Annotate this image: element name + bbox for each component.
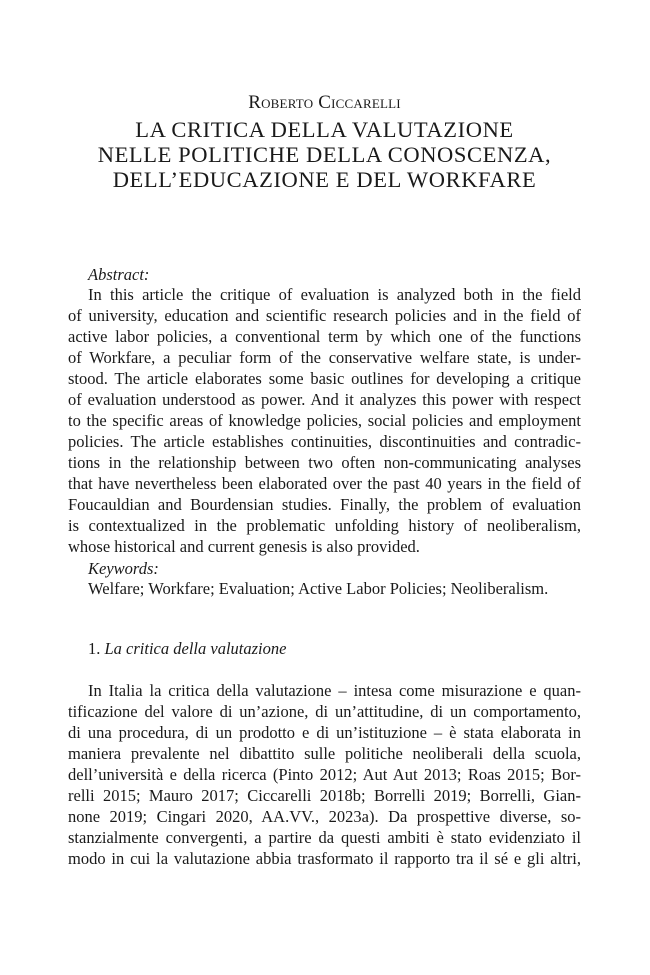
title-line: DELL’EDUCAZIONE E DEL WORKFARE [112,167,537,192]
body-line: modo in cui la valutazione abbia trasformato il rapporto tra il sé e gli altri, [68,849,581,868]
author-name: Roberto Ciccarelli [248,92,401,113]
body-line: relli 2015; Mauro 2017; Ciccarelli 2018b; Borrelli 2019; Borrelli, Gian- [68,786,581,805]
abstract-line: is contextualized in the problematic unfolding history of neoliberalism, [68,516,581,535]
title-line: NELLE POLITICHE DELLA CONOSCENZA, [97,142,552,167]
abstract-line: stood. The article elaborates some basic outlines for developing a critique [68,369,581,388]
body-line: maniera prevalente nel dibattito sulle politiche neoliberali della scuola, [68,744,581,763]
body-line: di una procedura, di un prodotto e di un’istituzione – è stata elaborata in [68,723,581,742]
keywords-text: Welfare; Workfare; Evaluation; Active Labor Policies; Neoliberalism. [88,579,549,598]
section-title: La critica della valutazione [104,639,287,658]
abstract-line: tions in the relationship between two often non-communicating analyses [68,453,581,472]
section-number: 1. [88,639,101,658]
abstract-line: active labor policies, a conventional term by which one of the functions [68,327,581,346]
abstract-line: Foucauldian and Bourdensian studies. Finally, the problem of evaluation [68,495,581,514]
title-line: LA CRITICA DELLA VALUTAZIONE [135,117,514,142]
body-line: none 2019; Cingari 2020, AA.VV., 2023a). Da prospettive diverse, so- [68,807,581,826]
abstract-line: of evaluation understood as power. And it analyzes this power with respect [68,390,581,409]
body-line: In Italia la critica della valutazione – intesa come misurazione e quan- [88,681,581,700]
abstract-line: that have nevertheless been elaborated over the past 40 years in the field of [68,474,581,493]
abstract-line: to the specific areas of knowledge policies, social policies and employment [68,411,581,430]
abstract-line: policies. The article establishes continuities, discontinuities and contradic- [68,432,581,451]
abstract-line: In this article the critique of evaluation is analyzed both in the field [88,285,581,304]
section-heading [88,639,286,659]
abstract-label: Abstract: [88,265,150,284]
abstract-line: of university, education and scientific research policies and in the field of [68,306,581,325]
body-line: tificazione del valore di un’azione, di un’attitudine, di un comportamento, [68,702,581,721]
article-title [58,117,591,192]
keywords-label: Keywords: [88,559,159,578]
abstract-text [68,284,581,557]
abstract-line: of Workfare, a peculiar form of the conservative welfare state, is under- [68,348,581,367]
abstract-line: whose historical and current genesis is also provided. [68,537,420,556]
section-body [68,680,581,869]
body-line: dell’università e della ricerca (Pinto 2012; Aut Aut 2013; Roas 2015; Bor- [68,765,581,784]
body-line: stanzialmente convergenti, a partire da questi ambiti è stato evidenziato il [68,828,581,847]
